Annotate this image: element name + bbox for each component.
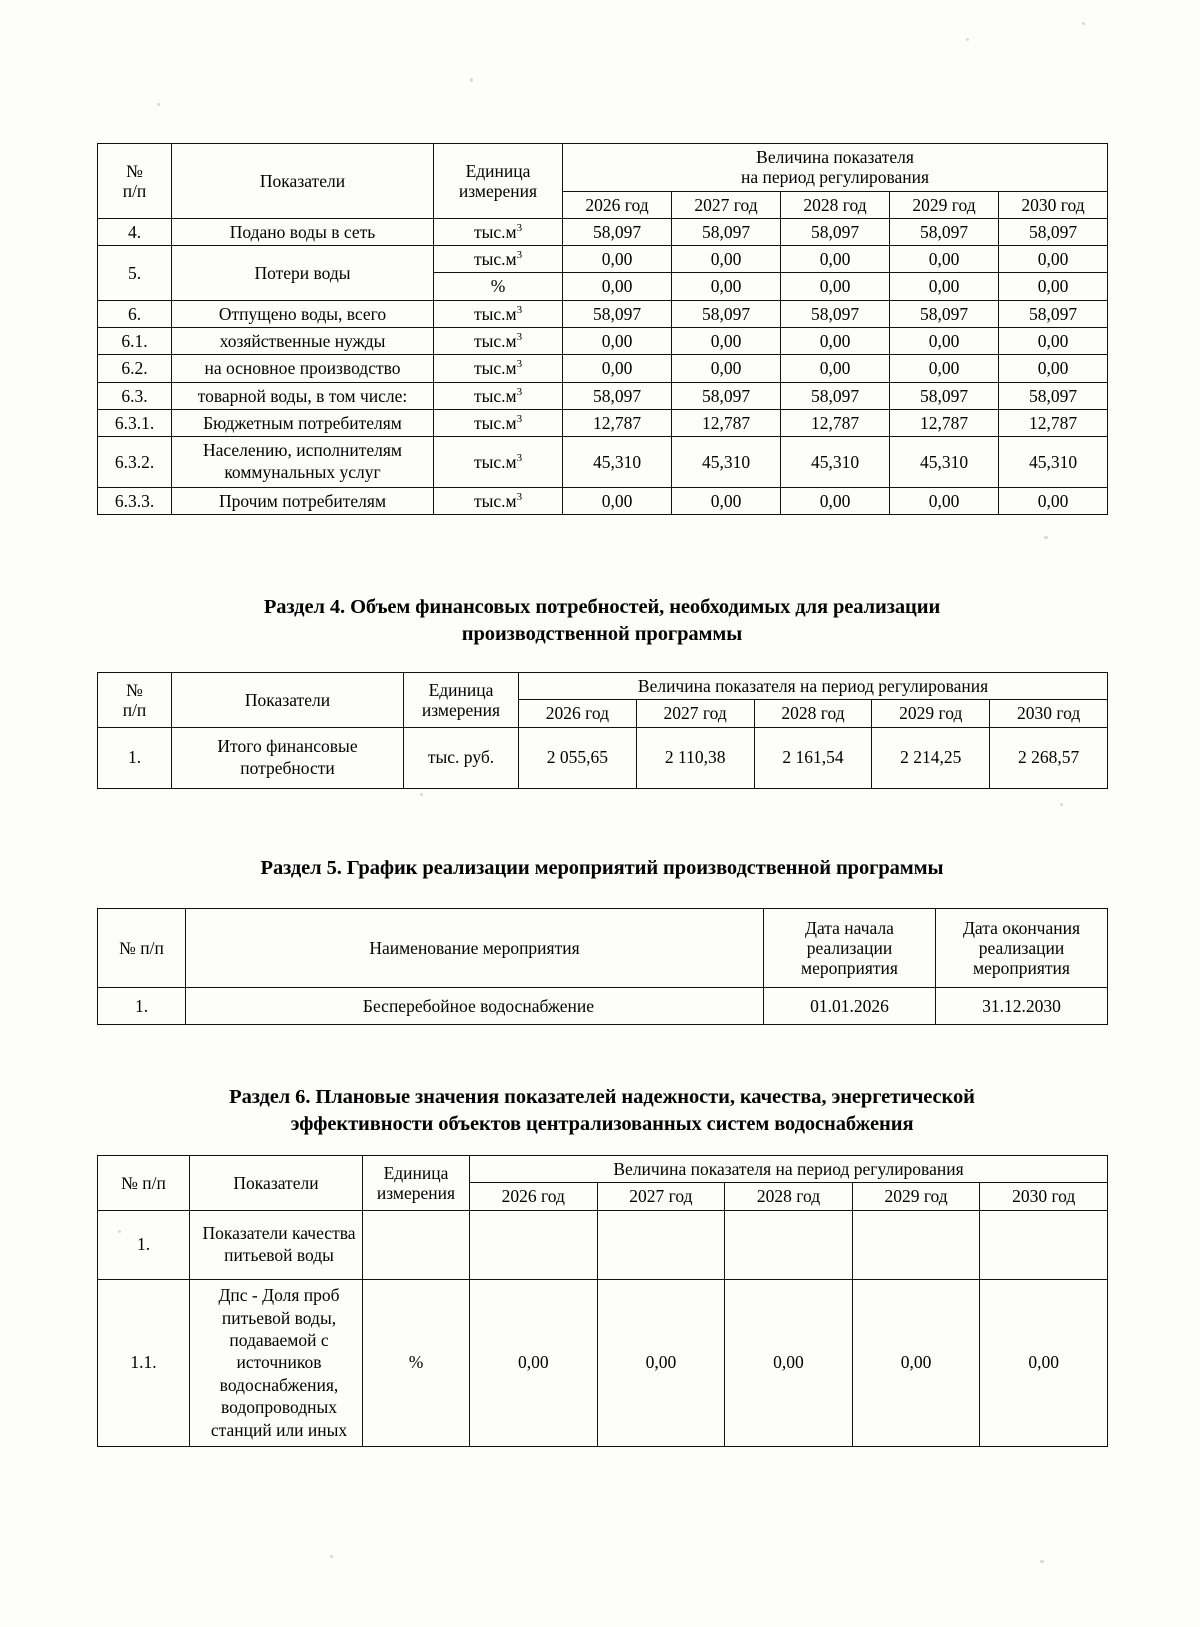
section4-heading <box>97 594 1107 649</box>
header-year-2030: 2030 год <box>980 1183 1108 1210</box>
row-value: 0,00 <box>672 246 781 273</box>
row-value: 0,00 <box>563 273 672 300</box>
row-number: 1. <box>98 727 172 788</box>
row-value: 0,00 <box>672 328 781 355</box>
scan-speck <box>157 103 160 106</box>
row-value: 45,310 <box>890 437 999 488</box>
table-header-row <box>98 673 1108 700</box>
row-value: 0,00 <box>597 1279 725 1446</box>
reliability-indicators-table <box>97 1155 1108 1447</box>
row-value: 58,097 <box>999 300 1108 327</box>
table-row <box>98 218 1108 245</box>
table-row <box>98 355 1108 382</box>
row-unit: % <box>434 273 563 300</box>
row-value: 12,787 <box>999 409 1108 436</box>
header-year-2028: 2028 год <box>781 191 890 218</box>
header-year-2027: 2027 год <box>597 1183 725 1210</box>
row-indicator: товарной воды, в том числе: <box>172 382 434 409</box>
row-number: 6.3.1. <box>98 409 172 436</box>
production-indicators-table-wrapper <box>97 143 1107 515</box>
row-unit <box>363 1210 470 1279</box>
section6-title-line2: эффективности объектов централизованных систем водоснабжения <box>290 1113 914 1136</box>
row-value: 58,097 <box>999 382 1108 409</box>
header-year-2026: 2026 год <box>519 700 637 727</box>
row-value: 2 214,25 <box>872 727 990 788</box>
row-indicator: Отпущено воды, всего <box>172 300 434 327</box>
table-row <box>98 382 1108 409</box>
row-value: 0,00 <box>725 1279 853 1446</box>
row-value: 58,097 <box>563 300 672 327</box>
row-value: 58,097 <box>672 218 781 245</box>
header-num: № п/п <box>98 1156 190 1211</box>
header-num: № п/п <box>98 909 186 988</box>
table-row <box>98 988 1108 1025</box>
row-value: 12,787 <box>672 409 781 436</box>
row-value: 45,310 <box>563 437 672 488</box>
header-measure-name: Наименование мероприятия <box>186 909 764 988</box>
table-row <box>98 300 1108 327</box>
section6-heading <box>97 1084 1107 1139</box>
row-unit: $тыс.м^3$ <box>434 246 563 273</box>
row-value: 12,787 <box>890 409 999 436</box>
row-value: 0,00 <box>999 328 1108 355</box>
row-value: 0,00 <box>999 273 1108 300</box>
row-value: 58,097 <box>672 382 781 409</box>
header-year-2029: 2029 год <box>890 191 999 218</box>
table-row <box>98 437 1108 488</box>
scan-speck <box>470 78 473 82</box>
header-value-period: Величина показателя на период регулирования <box>519 673 1108 700</box>
table-row <box>98 409 1108 436</box>
row-value: 2 110,38 <box>636 727 754 788</box>
implementation-schedule-table <box>97 908 1108 1025</box>
row-value: 2 268,57 <box>990 727 1108 788</box>
row-value: 58,097 <box>781 300 890 327</box>
header-indicator: Показатели <box>172 673 404 728</box>
section4-title-line1: Раздел 4. Объем финансовых потребностей, необходимых для реализации <box>263 596 941 618</box>
financial-needs-table <box>97 672 1108 789</box>
row-value: 0,00 <box>672 355 781 382</box>
row-value: 0,00 <box>781 246 890 273</box>
row-value: 0,00 <box>563 355 672 382</box>
row-value: 0,00 <box>890 355 999 382</box>
row-unit: $тыс.м^3$ <box>434 218 563 245</box>
header-indicator: Показатели <box>190 1156 363 1211</box>
section5-table-wrapper <box>97 908 1107 1025</box>
row-value: 58,097 <box>781 382 890 409</box>
header-indicator: Показатели <box>172 144 434 219</box>
row-value <box>597 1210 725 1279</box>
row-indicator: на основное производство <box>172 355 434 382</box>
row-value: 0,00 <box>781 355 890 382</box>
section5-title: Раздел 5. График реализации мероприятий производственной программы <box>260 857 944 879</box>
row-value: 0,00 <box>999 355 1108 382</box>
row-value <box>852 1210 980 1279</box>
row-unit: $тыс.м^3$ <box>434 355 563 382</box>
scan-speck <box>966 38 969 41</box>
table-header-row <box>98 1156 1108 1183</box>
row-value: 58,097 <box>563 218 672 245</box>
row-unit: $тыс.м^3$ <box>434 328 563 355</box>
table-header-row <box>98 909 1108 988</box>
row-unit: $тыс.м^3$ <box>434 382 563 409</box>
row-value: 0,00 <box>890 328 999 355</box>
row-value: 0,00 <box>999 246 1108 273</box>
row-number: 6.3.2. <box>98 437 172 488</box>
row-unit: тыс. руб. <box>404 727 519 788</box>
row-number: 6.2. <box>98 355 172 382</box>
row-number: 4. <box>98 218 172 245</box>
row-value: 0,00 <box>781 273 890 300</box>
header-year-2028: 2028 год <box>725 1183 853 1210</box>
section4-title-line2: производственной программы <box>461 623 743 646</box>
header-start-date: Дата начала реализации мероприятия <box>764 909 936 988</box>
row-value: 0,00 <box>890 246 999 273</box>
header-year-2026: 2026 год <box>470 1183 598 1210</box>
scan-speck <box>1040 1560 1044 1563</box>
section6-table-wrapper <box>97 1155 1107 1447</box>
scan-speck <box>1082 22 1085 25</box>
row-value: 0,00 <box>563 328 672 355</box>
header-unit: Единица измерения <box>363 1156 470 1211</box>
row-value <box>980 1210 1108 1279</box>
row-value: 0,00 <box>852 1279 980 1446</box>
section5-heading <box>97 855 1107 882</box>
scan-speck <box>330 1555 333 1558</box>
row-indicator: Прочим потребителям <box>172 488 434 515</box>
section6-title-line1: Раздел 6. Плановые значения показателей надежности, качества, энергетической <box>229 1086 975 1108</box>
header-value-period: Величина показателя на период регулирования <box>470 1156 1108 1183</box>
row-value: 0,00 <box>781 488 890 515</box>
row-number: 1.1. <box>98 1279 190 1446</box>
header-end-date: Дата окончания реализации мероприятия <box>936 909 1108 988</box>
row-value: 0,00 <box>470 1279 598 1446</box>
table-header-row <box>98 144 1108 192</box>
row-value: 0,00 <box>890 273 999 300</box>
row-number: 6.3. <box>98 382 172 409</box>
scan-speck <box>1044 536 1048 539</box>
row-value: 58,097 <box>890 300 999 327</box>
row-value: 0,00 <box>563 488 672 515</box>
row-indicator: Итого финансовые потребности <box>172 727 404 788</box>
row-value: 0,00 <box>781 328 890 355</box>
header-year-2026: 2026 год <box>563 191 672 218</box>
row-unit: $тыс.м^3$ <box>434 488 563 515</box>
row-indicator: Бюджетным потребителям <box>172 409 434 436</box>
row-value: 58,097 <box>781 218 890 245</box>
row-value: 0,00 <box>672 488 781 515</box>
header-num: № п/п <box>98 144 172 219</box>
header-year-2030: 2030 год <box>999 191 1108 218</box>
row-value: 0,00 <box>672 273 781 300</box>
row-measure-name: Бесперебойное водоснабжение <box>186 988 764 1025</box>
row-unit: $тыс.м^3$ <box>434 409 563 436</box>
row-unit: % <box>363 1279 470 1446</box>
row-value: 0,00 <box>563 246 672 273</box>
row-value: 2 055,65 <box>519 727 637 788</box>
row-value: 0,00 <box>999 488 1108 515</box>
table-row <box>98 246 1108 273</box>
row-indicator: Показатели качества питьевой воды <box>190 1210 363 1279</box>
row-number: 1. <box>98 988 186 1025</box>
header-year-2027: 2027 год <box>636 700 754 727</box>
row-value: 58,097 <box>563 382 672 409</box>
table-row <box>98 1210 1108 1279</box>
row-value: 12,787 <box>781 409 890 436</box>
row-number: 6.3.3. <box>98 488 172 515</box>
row-value: 2 161,54 <box>754 727 872 788</box>
row-indicator: Потери воды <box>172 246 434 301</box>
header-value-period: Величина показателя на период регулирования <box>563 144 1108 192</box>
row-value: 58,097 <box>999 218 1108 245</box>
table-row <box>98 1279 1108 1446</box>
row-number: 5. <box>98 246 172 301</box>
header-year-2029: 2029 год <box>852 1183 980 1210</box>
row-value: 45,310 <box>781 437 890 488</box>
row-value: 45,310 <box>672 437 781 488</box>
row-unit: $тыс.м^3$ <box>434 437 563 488</box>
row-value <box>725 1210 853 1279</box>
row-number: 6. <box>98 300 172 327</box>
header-year-2027: 2027 год <box>672 191 781 218</box>
table-row <box>98 328 1108 355</box>
row-indicator: Подано воды в сеть <box>172 218 434 245</box>
row-value: 58,097 <box>672 300 781 327</box>
row-indicator: Дпс - Доля проб питьевой воды, подаваемой с источников водоснабжения, водопроводных станций или иных <box>190 1279 363 1446</box>
row-unit: $тыс.м^3$ <box>434 300 563 327</box>
header-year-2028: 2028 год <box>754 700 872 727</box>
row-number: 6.1. <box>98 328 172 355</box>
table-row <box>98 488 1108 515</box>
row-indicator: Населению, исполнителям коммунальных услуг <box>172 437 434 488</box>
row-value: 58,097 <box>890 382 999 409</box>
row-value: 12,787 <box>563 409 672 436</box>
header-year-2029: 2029 год <box>872 700 990 727</box>
row-start-date: 01.01.2026 <box>764 988 936 1025</box>
scan-speck <box>420 793 423 796</box>
production-indicators-table <box>97 143 1108 515</box>
row-indicator: хозяйственные нужды <box>172 328 434 355</box>
row-value: 0,00 <box>980 1279 1108 1446</box>
header-unit: Единица измерения <box>404 673 519 728</box>
row-value: 45,310 <box>999 437 1108 488</box>
header-year-2030: 2030 год <box>990 700 1108 727</box>
row-value: 0,00 <box>890 488 999 515</box>
scan-speck <box>1060 803 1063 806</box>
row-number: 1. <box>98 1210 190 1279</box>
table-row <box>98 727 1108 788</box>
row-value: 58,097 <box>890 218 999 245</box>
row-value <box>470 1210 598 1279</box>
row-end-date: 31.12.2030 <box>936 988 1108 1025</box>
header-num: № п/п <box>98 673 172 728</box>
header-unit: Единица измерения <box>434 144 563 219</box>
section4-table-wrapper <box>97 672 1107 789</box>
